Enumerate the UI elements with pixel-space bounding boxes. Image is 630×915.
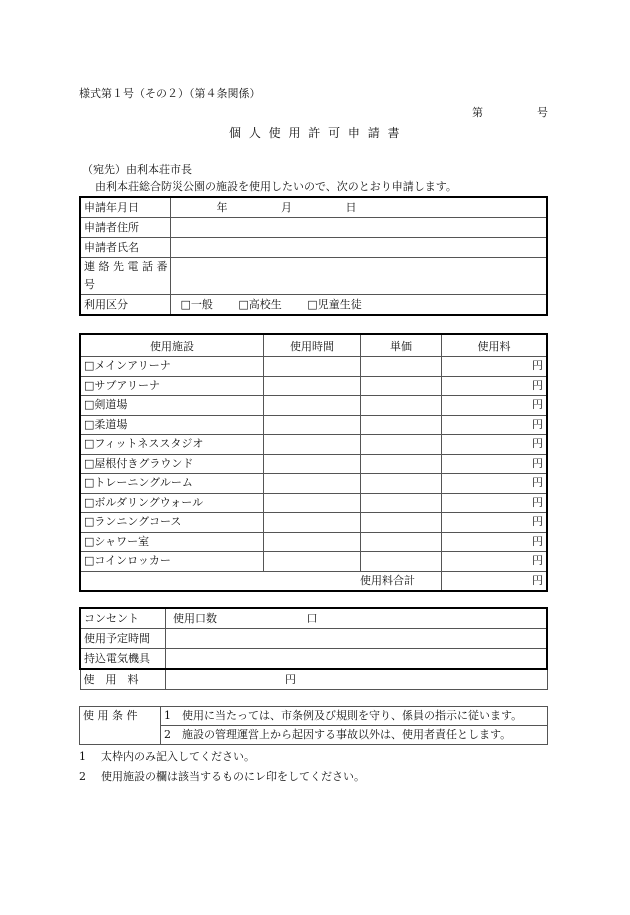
facility-time-cell[interactable] (264, 415, 361, 435)
facility-name[interactable]: □シャワー室 (80, 532, 264, 552)
phone-field[interactable] (171, 258, 547, 295)
condition-text-1: 使用に当たっては、市条例及び規則を守り、係員の指示に従います。 (182, 709, 523, 722)
outlet-fee-row (80, 669, 547, 690)
note-num-1: 1 (79, 750, 86, 763)
facility-unit-price-cell[interactable] (361, 357, 442, 377)
facilities-table (79, 333, 548, 592)
facilities-header-row (80, 334, 547, 357)
date-label: 申請年月日 (80, 197, 171, 218)
facility-fee-yen: 円 (532, 476, 543, 490)
facility-unit-price-cell[interactable] (361, 493, 442, 513)
facility-fee-yen: 円 (532, 495, 543, 509)
facility-name[interactable]: □フィットネススタジオ (80, 435, 264, 455)
facility-fee-cell[interactable] (442, 357, 548, 377)
facility-fee-yen: 円 (532, 515, 543, 529)
address-label: 申請者住所 (80, 218, 171, 238)
facility-fee-yen: 円 (532, 456, 543, 470)
facility-fee-yen: 円 (532, 554, 543, 568)
note-2 (79, 768, 365, 784)
phone-label-line2: 号 (84, 278, 95, 291)
facility-row (80, 513, 547, 533)
schedule-label: 使用予定時間 (80, 629, 166, 649)
phone-row (80, 258, 547, 295)
facility-time-cell[interactable] (264, 454, 361, 474)
facility-row (80, 376, 547, 396)
facility-fee-cell[interactable] (442, 474, 548, 494)
facility-row (80, 415, 547, 435)
facility-fee-yen: 円 (532, 378, 543, 392)
facility-unit-price-cell[interactable] (361, 513, 442, 533)
facility-unit-price-cell[interactable] (361, 552, 442, 572)
facility-fee-cell[interactable] (442, 396, 548, 416)
number-suffix: 号 (537, 106, 548, 119)
facility-unit-price-cell[interactable] (361, 396, 442, 416)
note-text-1: 太枠内のみ記入してください。 (101, 750, 255, 763)
facility-fee-cell[interactable] (442, 552, 548, 572)
total-label: 使用料合計 (80, 571, 442, 591)
conditions-label: 使 用 条 件 (80, 707, 161, 745)
category-general-checkbox[interactable]: □一般 (180, 298, 213, 311)
facility-row (80, 493, 547, 513)
category-row (80, 295, 547, 316)
facility-name[interactable]: □柔道場 (80, 415, 264, 435)
facility-time-cell[interactable] (264, 376, 361, 396)
facility-fee-yen: 円 (532, 534, 543, 548)
facility-fee-cell[interactable] (442, 513, 548, 533)
outlet-count-unit: 口 (306, 612, 318, 625)
condition-item-2 (161, 726, 548, 745)
header-facility: 使用施設 (80, 334, 264, 357)
note-num-2: 2 (79, 770, 86, 783)
total-row (80, 571, 547, 591)
schedule-field[interactable] (166, 629, 548, 649)
intro-text: 由利本荘総合防災公園の施設を使用したいので、次のとおり申請します。 (95, 180, 457, 193)
facility-fee-cell[interactable] (442, 493, 548, 513)
facility-row (80, 552, 547, 572)
facility-name[interactable]: □剣道場 (80, 396, 264, 416)
conditions-table (79, 706, 548, 745)
outlet-count-label: 使用口数 (173, 612, 217, 625)
phone-label-line1: 連 絡 先 電 話 番 (84, 260, 168, 273)
date-month: 月 (280, 201, 292, 214)
facility-time-cell[interactable] (264, 357, 361, 377)
facility-time-cell[interactable] (264, 435, 361, 455)
note-1 (79, 748, 255, 764)
facility-fee-cell[interactable] (442, 376, 548, 396)
date-row (80, 197, 547, 218)
facility-rows (80, 357, 547, 572)
outlet-table (79, 607, 548, 690)
facility-fee-yen: 円 (532, 359, 543, 373)
addressee: （宛先）由利本荘市長 (82, 163, 192, 176)
facility-name[interactable]: □屋根付きグラウンド (80, 454, 264, 474)
category-student-checkbox[interactable]: □児童生徒 (307, 298, 362, 311)
note-text-2: 使用施設の欄は該当するものにレ印をしてください。 (101, 770, 365, 783)
facility-fee-cell[interactable] (442, 415, 548, 435)
facility-fee-yen: 円 (532, 398, 543, 412)
header-fee: 使用料 (442, 334, 548, 357)
facility-name[interactable]: □メインアリーナ (80, 357, 264, 377)
form-code: 様式第１号（その２）（第４条関係） (79, 87, 261, 100)
condition-num-1: 1 (164, 709, 171, 722)
facility-time-cell[interactable] (264, 552, 361, 572)
outlet-fee-label: 使 用 料 (80, 669, 166, 690)
facility-row (80, 474, 547, 494)
outlet-row (80, 608, 547, 629)
facility-time-cell[interactable] (264, 513, 361, 533)
facility-unit-price-cell[interactable] (361, 454, 442, 474)
facility-time-cell[interactable] (264, 474, 361, 494)
facility-row (80, 532, 547, 552)
facility-time-cell[interactable] (264, 493, 361, 513)
outlet-fee-field (166, 669, 548, 690)
facility-name[interactable]: □ランニングコース (80, 513, 264, 533)
facility-row (80, 454, 547, 474)
facility-row (80, 435, 547, 455)
category-label: 利用区分 (80, 295, 171, 316)
facility-unit-price-cell[interactable] (361, 474, 442, 494)
facility-name[interactable]: □トレーニングルーム (80, 474, 264, 494)
equipment-field[interactable] (166, 649, 548, 670)
date-field[interactable] (171, 197, 547, 218)
applicant-table (79, 196, 548, 316)
facility-time-cell[interactable] (264, 396, 361, 416)
outlet-count-field[interactable] (166, 608, 548, 629)
facility-row (80, 357, 547, 377)
header-time: 使用時間 (264, 334, 361, 357)
name-field[interactable] (171, 238, 547, 258)
facility-name[interactable]: □コインロッカー (80, 552, 264, 572)
facility-fee-cell[interactable] (442, 435, 548, 455)
facility-unit-price-cell[interactable] (361, 376, 442, 396)
facility-unit-price-cell[interactable] (361, 435, 442, 455)
facility-unit-price-cell[interactable] (361, 532, 442, 552)
name-row (80, 238, 547, 258)
facility-row (80, 396, 547, 416)
outlet-label: コンセント (80, 608, 166, 629)
date-day: 日 (345, 201, 357, 214)
outlet-fee-unit: 円 (285, 673, 296, 686)
facility-time-cell[interactable] (264, 532, 361, 552)
condition-num-2: 2 (164, 728, 171, 741)
date-year: 年 (216, 201, 228, 214)
condition-text-2: 施設の管理運営上から起因する事故以外は、使用者責任とします。 (182, 728, 512, 741)
facility-unit-price-cell[interactable] (361, 415, 442, 435)
header-unit-price: 単価 (361, 334, 442, 357)
condition-item-1 (161, 707, 548, 726)
schedule-row (80, 629, 547, 649)
facility-fee-cell[interactable] (442, 532, 548, 552)
facility-fee-yen: 円 (532, 417, 543, 431)
form-title: 個 人 使 用 許 可 申 請 書 (229, 126, 402, 140)
facility-name[interactable]: □サブアリーナ (80, 376, 264, 396)
address-field[interactable] (171, 218, 547, 238)
phone-label (80, 258, 171, 295)
facility-name[interactable]: □ボルダリングウォール (80, 493, 264, 513)
category-highschool-checkbox[interactable]: □高校生 (238, 298, 282, 311)
facility-fee-cell[interactable] (442, 454, 548, 474)
total-fee-cell (442, 571, 548, 591)
facility-fee-yen: 円 (532, 437, 543, 451)
name-label: 申請者氏名 (80, 238, 171, 258)
condition-row-1 (80, 707, 548, 726)
number-prefix: 第 (472, 106, 483, 119)
equipment-label: 持込電気機具 (80, 649, 166, 670)
address-row (80, 218, 547, 238)
category-options (171, 295, 547, 316)
total-yen: 円 (532, 573, 543, 587)
equipment-row (80, 649, 547, 670)
